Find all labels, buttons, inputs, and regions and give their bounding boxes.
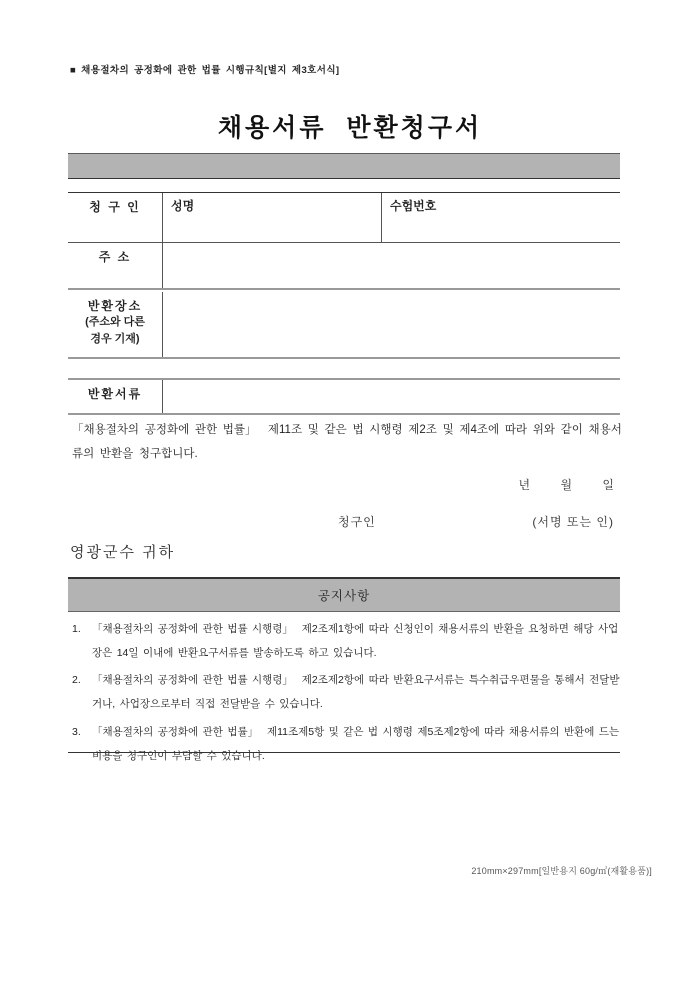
- date-day-label: 일: [602, 478, 614, 492]
- notice-header: 공지사항: [317, 589, 371, 603]
- claimant-row: [68, 192, 620, 243]
- form-reference-note: ■ 채용절차의 공정화에 관한 법률 시행규칙[별지 제3호서식]: [70, 65, 340, 76]
- signature-note: (서명 또는 인): [532, 515, 614, 529]
- paper-spec-footer: 210mm×297mm[일반용지 60g/㎡(재활용품)]: [471, 866, 652, 876]
- notice-bottom-rule: [68, 752, 620, 753]
- notice-item-text: 「채용절차의 공정화에 관한 법률 시행령」 제2조제2항에 따라 반환요구서류는 특수취급우편물을 통해서 전달받거나, 사업장으로부터 직접 전달받을 수 있습니다.: [92, 674, 620, 711]
- exam-number-field-cell[interactable]: [382, 193, 620, 242]
- page-title: 채용서류 반환청구서: [217, 114, 483, 142]
- return-place-row: [68, 292, 620, 359]
- notice-item-text: 「채용절차의 공정화에 관한 법률 시행령」 제2조제1항에 따라 신청인이 채용서류의 반환을 요청하면 해당 사업장은 14일 이내에 반환요구서류를 발송하도록 하고 있습니다.: [92, 623, 619, 660]
- notice-item: [72, 617, 622, 665]
- name-label: 성명: [171, 199, 195, 213]
- date-line: [68, 476, 614, 493]
- return-place-note-line2: 경우 기재): [90, 333, 140, 346]
- address-row: [68, 243, 620, 290]
- notice-item: [72, 668, 622, 716]
- notice-item-number: 3.: [72, 725, 81, 738]
- notice-list: [72, 617, 622, 771]
- return-documents-label: 반환서류: [68, 380, 163, 413]
- date-year-label: 년: [518, 478, 531, 492]
- addressee: 영광군수 귀하: [70, 544, 176, 561]
- notice-item-number: 1.: [72, 623, 81, 635]
- return-place-label: [68, 292, 163, 357]
- return-place-note-line1: (주소와 다른: [85, 316, 145, 328]
- address-field-cell[interactable]: [163, 243, 620, 288]
- header-bar: [68, 153, 620, 179]
- return-documents-field-cell[interactable]: [163, 380, 620, 413]
- notice-item-number: 2.: [72, 674, 81, 687]
- return-documents-row: [68, 378, 620, 415]
- claimant-signature-label: 청구인: [338, 515, 376, 529]
- declaration-paragraph: 「채용절차의 공정화에 관한 법률」 제11조 및 같은 법 시행령 제2조 및 제4조에 따라 위와 같이 채용서류의 반환을 청구합니다.: [72, 424, 622, 461]
- address-label: 주 소: [68, 243, 163, 288]
- notice-header-bar: [68, 577, 620, 612]
- name-field-cell[interactable]: [163, 193, 382, 242]
- return-place-field-cell[interactable]: [163, 292, 620, 357]
- exam-number-label: 수험번호: [390, 199, 437, 213]
- notice-item: [72, 720, 622, 768]
- notice-item-text: 「채용절차의 공정화에 관한 법률」 제11조제5항 및 같은 법 시행령 제5조제2항에 따라 채용서류의 반환에 드는 비용을 청구인이 부담할 수 있습니다.: [92, 725, 620, 762]
- return-place-label-text: 반환장소: [87, 299, 143, 313]
- claimant-label: 청 구 인: [68, 193, 163, 242]
- date-month-label: 월: [560, 478, 573, 492]
